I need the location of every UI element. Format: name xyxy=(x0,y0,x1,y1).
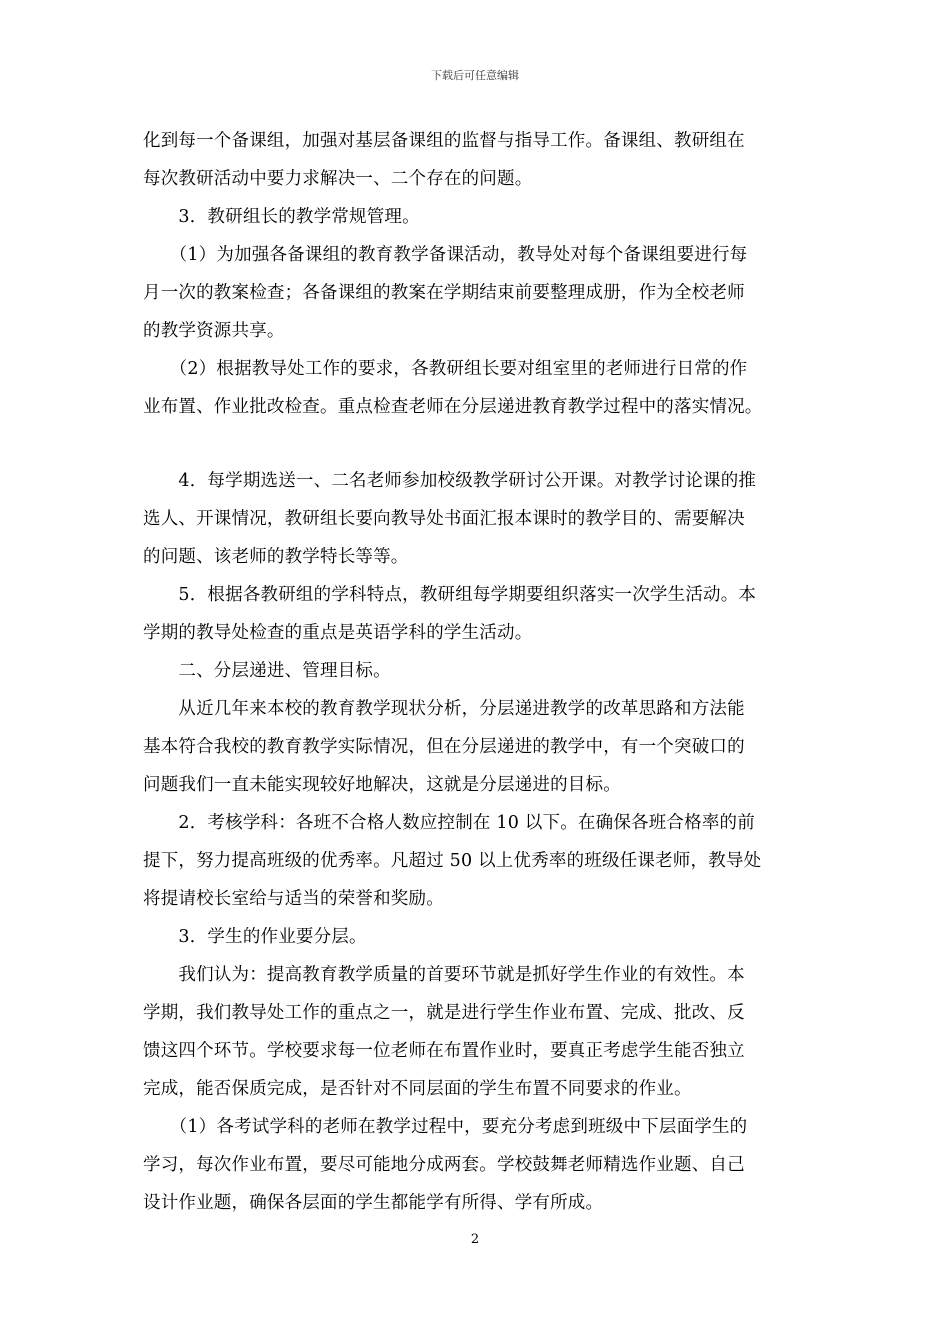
page-header: 下载后可任意编辑 xyxy=(431,69,519,82)
text-line: 的教学资源共享。 xyxy=(143,321,285,341)
text-line: 学习，每次作业布置，要尽可能地分成两套。学校鼓舞老师精选作业题、自己 xyxy=(143,1155,745,1175)
text-line: 我们认为：提高教育教学质量的首要环节就是抓好学生作业的有效性。本 xyxy=(143,965,745,985)
text-line: 提下，努力提高班级的优秀率。凡超过 50 以上优秀率的班级任课老师，教导处 xyxy=(143,851,762,871)
text-line: （1）各考试学科的老师在教学过程中，要充分考虑到班级中下层面学生的 xyxy=(143,1117,748,1137)
text-line: 的问题、该老师的教学特长等等。 xyxy=(143,547,409,567)
text-line: 3．教研组长的教学常规管理。 xyxy=(143,207,420,227)
text-line: 每次教研活动中要力求解决一、二个存在的问题。 xyxy=(143,169,533,189)
text-line: 将提请校长室给与适当的荣誉和奖励。 xyxy=(143,889,444,909)
text-line: 学期的教导处检查的重点是英语学科的学生活动。 xyxy=(143,623,533,643)
text-line: 3．学生的作业要分层。 xyxy=(143,927,367,947)
text-line: 设计作业题，确保各层面的学生都能学有所得、学有所成。 xyxy=(143,1193,604,1213)
text-line: 化到每一个备课组，加强对基层备课组的监督与指导工作。备课组、教研组在 xyxy=(143,131,745,151)
text-line: 馈这四个环节。学校要求每一位老师在布置作业时，要真正考虑学生能否独立 xyxy=(143,1041,745,1061)
text-line: 月一次的教案检查；各备课组的教案在学期结束前要整理成册，作为全校老师 xyxy=(143,283,745,303)
text-line: 问题我们一直未能实现较好地解决，这就是分层递进的目标。 xyxy=(143,775,621,795)
text-line: 5．根据各教研组的学科特点，教研组每学期要组织落实一次学生活动。本 xyxy=(143,585,757,605)
text-line: 从近几年来本校的教育教学现状分析，分层递进教学的改革思路和方法能 xyxy=(143,699,745,719)
text-line: 2．考核学科：各班不合格人数应控制在 10 以下。在确保各班合格率的前 xyxy=(143,813,755,833)
text-line: 完成，能否保质完成，是否针对不同层面的学生布置不同要求的作业。 xyxy=(143,1079,692,1099)
document-body xyxy=(143,122,811,1222)
text-line: 业布置、作业批改检查。重点检查老师在分层递进教育教学过程中的落实情况。 xyxy=(143,397,763,417)
paragraph-gap xyxy=(143,426,811,462)
text-line: 二、分层递进、管理目标。 xyxy=(143,661,391,681)
text-line: 学期，我们教导处工作的重点之一，就是进行学生作业布置、完成、批改、反 xyxy=(143,1003,745,1023)
text-line: 基本符合我校的教育教学实际情况，但在分层递进的教学中，有一个突破口的 xyxy=(143,737,745,757)
text-line: 选人、开课情况，教研组长要向教导处书面汇报本课时的教学目的、需要解决 xyxy=(143,509,745,529)
page-number: 2 xyxy=(470,1232,480,1247)
text-line: （2）根据教导处工作的要求，各教研组长要对组室里的老师进行日常的作 xyxy=(143,359,748,379)
text-line: 4．每学期选送一、二名老师参加校级教学研讨公开课。对教学讨论课的推 xyxy=(143,471,757,491)
text-line: （1）为加强各备课组的教育教学备课活动，教导处对每个备课组要进行每 xyxy=(143,245,748,265)
